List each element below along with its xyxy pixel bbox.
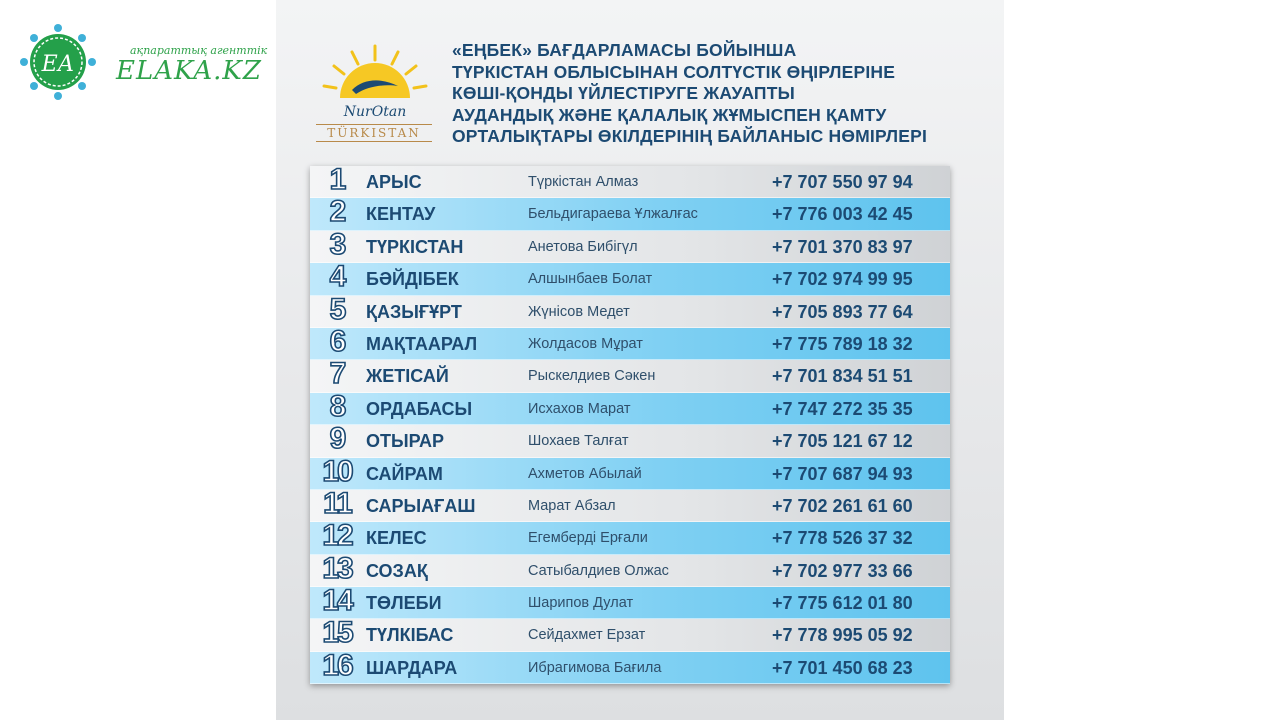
contact-person: Исхахов Марат [528, 400, 631, 417]
title-line: ОРТАЛЫҚТАРЫ ӨКІЛДЕРІНІҢ БАЙЛАНЫС НӨМІРЛЕРІ [452, 126, 928, 146]
title-line: ТҮРКІСТАН ОБЛЫСЫНАН СОЛТҮСТІК ӨҢІРЛЕРІНЕ [452, 61, 896, 82]
phone-number: +7 701 834 51 51 [772, 366, 913, 387]
district-name: КЕНТАУ [366, 204, 436, 225]
poster-title [452, 40, 992, 148]
district-name: ШАРДАРА [366, 657, 458, 678]
district-name: ТӨЛЕБИ [366, 593, 442, 614]
district-name: СОЗАҚ [366, 560, 428, 581]
district-name: МАҚТААРАЛ [366, 333, 478, 354]
contact-person: Анетова Бибігүл [528, 238, 638, 255]
svg-text:ЕА: ЕА [41, 52, 75, 77]
title-line: АУДАНДЫҚ ЖӘНЕ ҚАЛАЛЫҚ ЖҰМЫСПЕН ҚАМТУ [452, 104, 887, 125]
table-row [310, 195, 950, 230]
row-number: 1 [329, 163, 345, 196]
svg-text:NurOtan: NurOtan [343, 104, 407, 120]
contact-person: Шохаев Талғат [528, 433, 629, 450]
phone-number: +7 701 450 68 23 [772, 657, 913, 678]
contact-person: Ахметов Абылай [528, 465, 642, 482]
district-name: ТҮЛКІБАС [366, 625, 454, 646]
contact-person: Жолдасов Мұрат [528, 335, 643, 352]
contact-person: Түркістан Алмаз [528, 174, 639, 190]
row-number: 2 [329, 195, 345, 229]
title-line: «ЕҢБЕК» БАҒДАРЛАМАСЫ БОЙЫНША [452, 40, 797, 60]
table-row [310, 454, 950, 490]
table-row [310, 324, 950, 360]
row-number: 3 [329, 227, 345, 261]
contacts-poster [276, 0, 1004, 720]
contact-person: Алшынбаев Болат [528, 271, 653, 288]
row-number: 5 [329, 292, 345, 326]
phone-number: +7 705 893 77 64 [772, 301, 913, 322]
title-line: КӨШІ-ҚОНДЫ ҮЙЛЕСТІРУГЕ ЖАУАПТЫ [452, 83, 795, 103]
table-row [310, 357, 950, 392]
site-logo[interactable] [18, 22, 268, 102]
row-number: 9 [329, 422, 345, 456]
table-row [310, 163, 950, 198]
contact-person: Сейдахмет Ерзат [528, 627, 646, 644]
table-row [310, 519, 950, 554]
district-name: ТҮРКІСТАН [366, 236, 464, 257]
district-name: АРЫС [366, 172, 422, 192]
contact-person: Ибрагимова Бағила [528, 659, 662, 676]
row-number: 10 [322, 454, 352, 488]
contacts-table [310, 163, 950, 684]
district-name: САРЫАҒАШ [366, 495, 476, 516]
district-name: БӘЙДІБЕК [366, 269, 459, 290]
row-number: 13 [322, 551, 352, 585]
table-row [310, 486, 950, 522]
phone-number: +7 707 687 94 93 [772, 463, 913, 484]
row-number: 16 [322, 648, 352, 682]
phone-number: +7 778 995 05 92 [772, 625, 913, 646]
contact-person: Шарипов Дулат [528, 595, 634, 612]
district-name: САЙРАМ [366, 463, 443, 484]
phone-number: +7 776 003 42 45 [772, 204, 913, 225]
district-name: ЖЕТІСАЙ [366, 366, 449, 387]
table-row [310, 260, 950, 295]
phone-number: +7 778 526 37 32 [772, 528, 913, 549]
row-number: 15 [322, 616, 352, 650]
table-row [310, 551, 950, 587]
phone-number: +7 705 121 67 12 [772, 431, 913, 452]
row-number: 6 [329, 324, 345, 358]
phone-number: +7 702 977 33 66 [772, 560, 913, 581]
table-row [310, 584, 950, 619]
contact-person: Рыскелдиев Сәкен [528, 368, 656, 385]
row-number: 7 [329, 357, 345, 391]
phone-number: +7 747 272 35 35 [772, 398, 913, 419]
table-row [310, 227, 950, 263]
row-number: 11 [323, 486, 351, 520]
contact-person: Марат Абзал [528, 497, 616, 514]
site-tagline: ақпараттық агенттік [130, 44, 268, 57]
phone-number: +7 702 261 61 60 [772, 495, 913, 516]
phone-number: +7 775 789 18 32 [772, 333, 913, 354]
contact-person: Егемберді Ерғали [528, 530, 648, 547]
table-row [310, 292, 950, 328]
table-row [310, 389, 950, 425]
row-number: 12 [322, 519, 352, 553]
phone-number: +7 775 612 01 80 [772, 593, 913, 614]
table-row [310, 422, 950, 457]
district-name: КЕЛЕС [366, 528, 427, 549]
row-number: 8 [329, 389, 345, 423]
district-name: ОРДАБАСЫ [366, 398, 473, 419]
table-row [310, 648, 950, 684]
table-row [310, 616, 950, 651]
district-name: ОТЫРАР [366, 431, 445, 452]
row-number: 14 [322, 584, 352, 618]
contact-person: Сатыбалдиев Олжас [528, 562, 669, 579]
phone-number: +7 701 370 83 97 [772, 236, 913, 257]
district-name: ҚАЗЫҒҰРТ [366, 301, 462, 322]
phone-number: +7 702 974 99 95 [772, 269, 913, 290]
row-number: 4 [329, 260, 345, 294]
contact-person: Бельдигараева Ұлжалғас [528, 206, 698, 223]
site-name: ELAKA.KZ [116, 56, 262, 86]
party-region-label: TÜRKISTAN [316, 124, 432, 142]
ornament-emblem-icon [18, 22, 98, 102]
phone-number: +7 707 550 97 94 [772, 172, 913, 192]
contact-person: Жүнісов Медет [528, 303, 630, 320]
